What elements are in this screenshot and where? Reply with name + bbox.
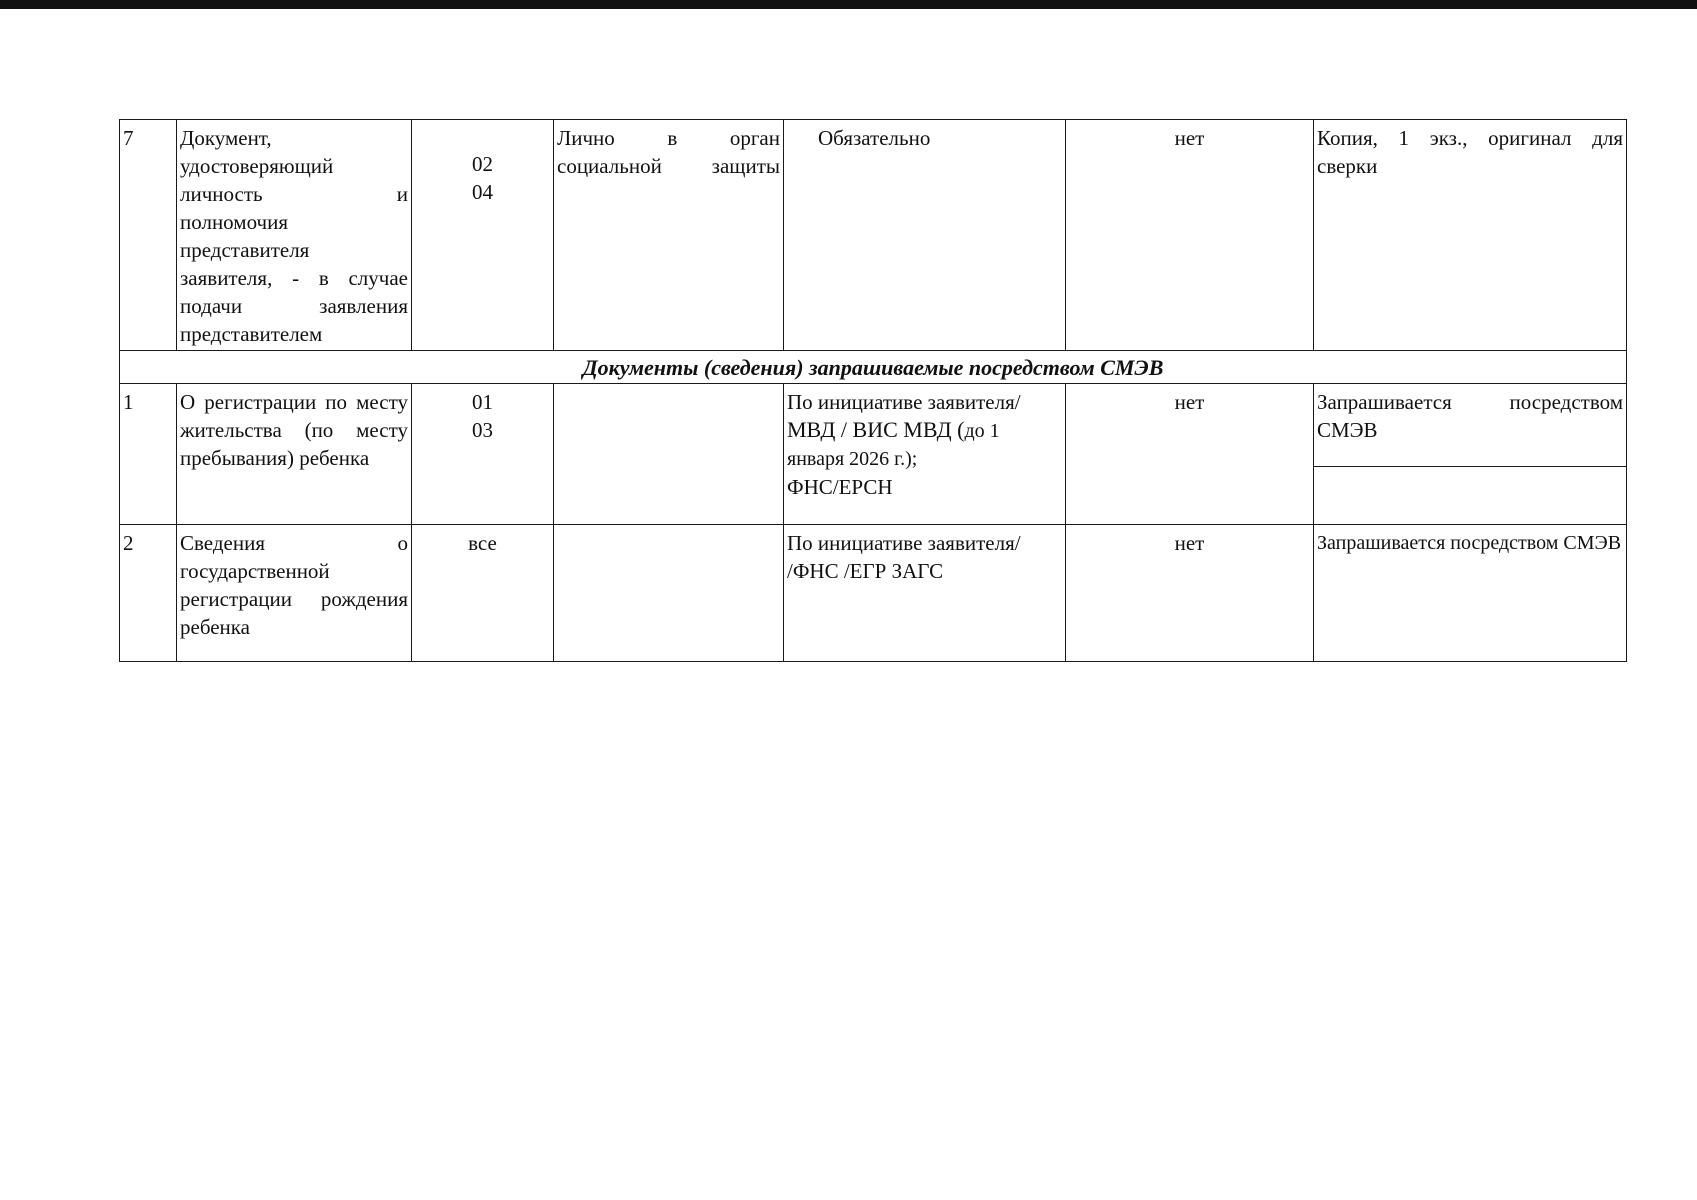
info-source-date: до 1 [964,420,1000,442]
document-name-line: удостоверяющий [180,154,334,178]
category-code: 03 [472,418,493,442]
condition: нет [1066,525,1314,662]
category-code: 04 [472,180,493,204]
condition: нет [1066,384,1314,525]
submission-method: Лично в орган социальной защиты [554,120,784,351]
document-name-line: полномочия [180,210,288,234]
info-source-line: /ФНС /ЕГР ЗАГС [787,559,944,583]
category-code: 02 [472,152,493,176]
document-name: Сведения о государственной регистрации рождения ребенка [177,525,412,662]
row-number: 1 [120,384,177,525]
category-code: 01 [472,390,493,414]
row-number: 7 [120,120,177,351]
section-title: Документы (сведения) запрашиваемые посредством СМЭВ [120,351,1627,384]
submission-method [554,384,784,525]
document-name-line: заявителя, - в случае [180,266,408,290]
info-source [784,525,1066,662]
top-black-bar [0,0,1697,9]
condition: нет [1066,120,1314,351]
submission-method [554,525,784,662]
info-source-line: По инициативе заявителя/ [787,531,1021,555]
document-name-line: представителя [180,238,310,262]
documents-table [119,119,1627,662]
requirement: Обязательно [784,120,1066,351]
section-header-row [120,351,1627,384]
category-codes [412,120,554,351]
info-source-agency: МВД / ВИС МВД ( [787,417,965,442]
document-name-line: подачи заявления [180,294,408,318]
document-name-line: личность и [180,182,408,206]
table-row [120,120,1627,351]
document-name: О регистрации по месту жительства (по месту пребывания) ребенка [177,384,412,525]
document-form [1314,384,1627,525]
document-name-line: Документ, [180,126,272,150]
table-row [120,525,1627,662]
category-code: все [468,531,497,555]
document-name-line: представителем [180,322,323,346]
info-source-line: По инициативе заявителя/ [787,390,1021,414]
info-source-line [787,416,1062,445]
info-source-line: ФНС/ЕРСН [787,475,893,499]
document-name [177,120,412,351]
info-source-line: января 2026 г.); [787,448,918,470]
category-codes [412,525,554,662]
document-form: Копия, 1 экз., оригинал для сверки [1314,120,1627,351]
info-source [784,384,1066,525]
document-form: Запрашивается посредством СМЭВ [1314,525,1627,662]
table-row [120,384,1627,525]
row-number: 2 [120,525,177,662]
category-codes [412,384,554,525]
document-form-text: Запрашивается посредством СМЭВ [1314,384,1626,467]
